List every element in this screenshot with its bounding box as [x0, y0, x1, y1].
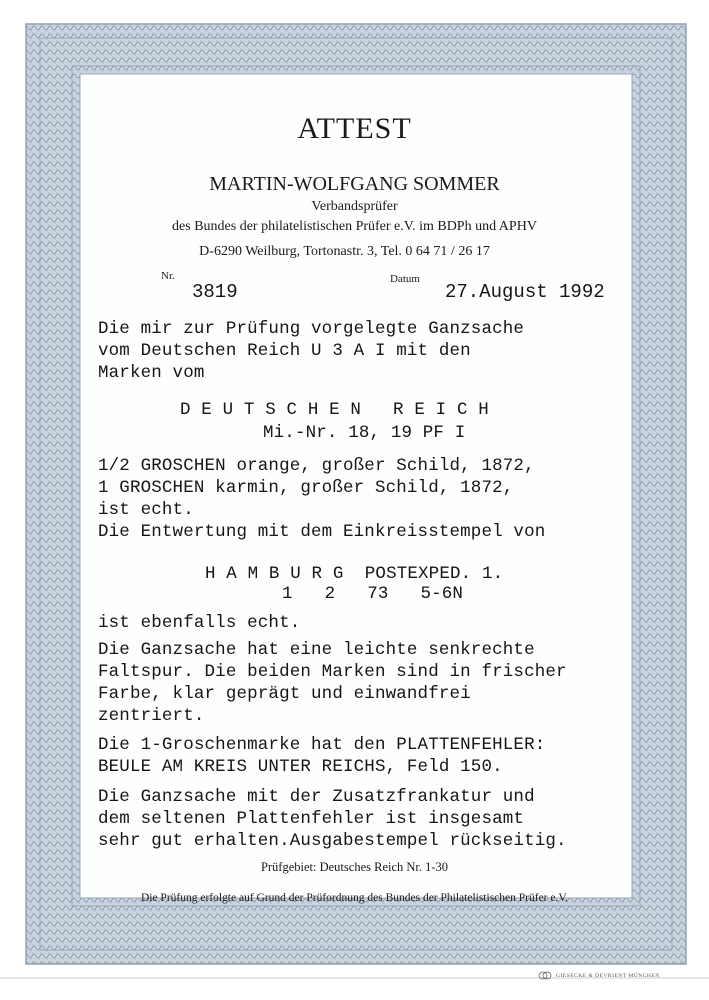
michel-number: Mi.-Nr. 18, 19 PF I [263, 423, 466, 443]
cancel-date: 1 2 73 5-6N [282, 584, 464, 604]
cancel-genuine: ist ebenfalls echt. [98, 613, 301, 633]
examination-note: Die Prüfung erfolgte auf Grund der Prüfordnung des Bundes der Philatelistischen Prüfer e.V. [140, 892, 569, 904]
stamp-line-1: 1/2 GROSCHEN orange, großer Schild, 1872, [98, 456, 535, 476]
nr-value: 3819 [192, 281, 238, 303]
printer-logo-icon [538, 971, 552, 980]
date-label: Datum [390, 273, 420, 285]
plate-error-line-2: BEULE AM KREIS UNTER REICHS, Feld 150. [98, 757, 503, 777]
examination-area: Prüfgebiet: Deutsches Reich Nr. 1-30 [260, 860, 449, 874]
date-value: 27.August 1992 [445, 281, 605, 303]
address: D-6290 Weilburg, Tortonastr. 3, Tel. 0 64 71 / 26 17 [199, 244, 490, 259]
examiner-name: MARTIN-WOLFGANG SOMMER [209, 173, 500, 195]
intro-line-1: Die mir zur Prüfung vorgelegte Ganzsache [98, 319, 525, 339]
cancel-intro: Die Entwertung mit dem Einkreisstempel von [98, 522, 546, 542]
condition-line-2: Faltspur. Die beiden Marken sind in frischer [98, 662, 567, 682]
plate-error-line-1: Die 1-Groschenmarke hat den PLATTENFEHLER: [98, 735, 546, 755]
examiner-role: Verbandsprüfer [311, 199, 398, 214]
stamp-line-2: 1 GROSCHEN karmin, großer Schild, 1872, [98, 478, 514, 498]
condition-line-1: Die Ganzsache hat eine leichte senkrechte [98, 640, 535, 660]
association: des Bundes der philatelistischen Prüfer e.V. im BDPh und APHV [172, 219, 537, 234]
summary-line-2: dem seltenen Plattenfehler ist insgesamt [98, 809, 525, 829]
intro-line-3: Marken vom [98, 363, 205, 383]
reich-heading: D E U T S C H E N R E I C H [180, 400, 489, 420]
printer-imprint: GIESECKE & DEVRIENT MÜNCHEN [556, 973, 660, 979]
condition-line-4: zentriert. [98, 706, 205, 726]
summary-line-1: Die Ganzsache mit der Zusatzfrankatur und [98, 787, 535, 807]
nr-label: Nr. [161, 270, 175, 282]
summary-line-3: sehr gut erhalten.Ausgabestempel rückseitig. [98, 831, 567, 851]
certificate-title: ATTEST [297, 112, 412, 145]
stamp-line-3: ist echt. [98, 500, 194, 520]
condition-line-3: Farbe, klar geprägt und einwandfrei [98, 684, 471, 704]
intro-line-2: vom Deutschen Reich U 3 A I mit den [98, 341, 471, 361]
cancel-place: H A M B U R G POSTEXPED. 1. [205, 564, 504, 584]
